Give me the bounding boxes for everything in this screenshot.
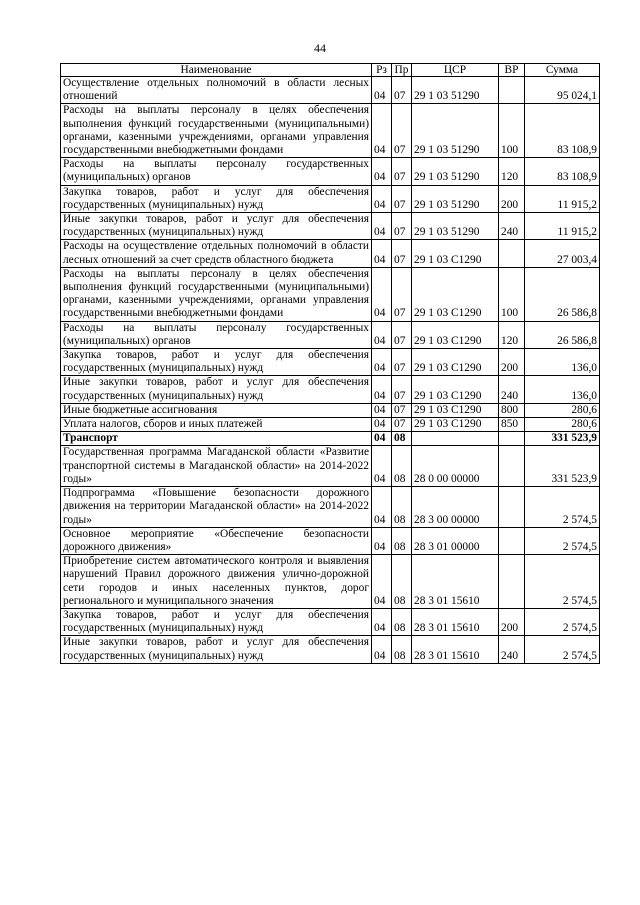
cell-rz: 04 [372, 403, 392, 417]
cell-vr: 240 [499, 636, 525, 663]
cell-rz: 04 [372, 240, 392, 267]
cell-name: Основное мероприятие «Обеспечение безопасности дорожного движения» [61, 527, 372, 554]
cell-pr: 08 [392, 432, 412, 446]
table-row [61, 376, 600, 403]
cell-rz: 04 [372, 104, 392, 158]
table-row [61, 636, 600, 663]
cell-vr [499, 527, 525, 554]
table-row [61, 487, 600, 528]
cell-vr: 100 [499, 267, 525, 321]
table-row [61, 185, 600, 212]
cell-vr: 100 [499, 104, 525, 158]
cell-name: Уплата налогов, сборов и иных платежей [61, 418, 372, 432]
table-row [61, 321, 600, 348]
cell-pr: 08 [392, 636, 412, 663]
cell-vr: 800 [499, 403, 525, 417]
cell-vr: 200 [499, 185, 525, 212]
cell-sum: 2 574,5 [525, 527, 600, 554]
cell-sum: 95 024,1 [525, 77, 600, 104]
cell-rz: 04 [372, 418, 392, 432]
table-body [61, 77, 600, 664]
cell-pr: 07 [392, 321, 412, 348]
table-row [61, 403, 600, 417]
cell-name: Приобретение систем автоматического контроля и выявления нарушений Правил дорожного движения улично-дорожной сети городов и иных населенных пунктов, дорог регионального и муниципального значения [61, 555, 372, 609]
cell-vr: 120 [499, 158, 525, 185]
cell-sum: 27 003,4 [525, 240, 600, 267]
cell-csr: 29 1 03 С1290 [412, 321, 499, 348]
header-pr: Пр [392, 64, 412, 77]
cell-pr: 07 [392, 267, 412, 321]
table-row [61, 213, 600, 240]
cell-name: Расходы на выплаты персоналу государственных (муниципальных) органов [61, 321, 372, 348]
cell-name: Закупка товаров, работ и услуг для обеспечения государственных (муниципальных) нужд [61, 185, 372, 212]
cell-sum: 2 574,5 [525, 608, 600, 635]
cell-rz: 04 [372, 636, 392, 663]
cell-sum: 83 108,9 [525, 158, 600, 185]
cell-csr: 29 1 03 51290 [412, 104, 499, 158]
cell-csr: 29 1 03 С1290 [412, 418, 499, 432]
cell-csr [412, 432, 499, 446]
cell-vr [499, 77, 525, 104]
cell-pr: 08 [392, 608, 412, 635]
table-row [61, 240, 600, 267]
cell-name: Расходы на выплаты персоналу в целях обеспечения выполнения функций государственными (муниципальными) органами, казенными учреждениями, органами управления государственными внебюджетными фондами [61, 104, 372, 158]
cell-sum: 331 523,9 [525, 446, 600, 487]
cell-pr: 07 [392, 418, 412, 432]
cell-sum: 26 586,8 [525, 267, 600, 321]
table-row [61, 158, 600, 185]
cell-csr: 29 1 03 51290 [412, 213, 499, 240]
cell-pr: 08 [392, 555, 412, 609]
cell-rz: 04 [372, 376, 392, 403]
cell-pr: 08 [392, 487, 412, 528]
cell-rz: 04 [372, 608, 392, 635]
cell-pr: 07 [392, 104, 412, 158]
cell-name: Иные бюджетные ассигнования [61, 403, 372, 417]
cell-csr: 28 3 00 00000 [412, 487, 499, 528]
cell-pr: 07 [392, 158, 412, 185]
cell-rz: 04 [372, 487, 392, 528]
cell-vr: 240 [499, 376, 525, 403]
cell-vr [499, 487, 525, 528]
budget-table [60, 63, 600, 664]
cell-sum: 11 915,2 [525, 185, 600, 212]
cell-rz: 04 [372, 321, 392, 348]
cell-csr: 29 1 03 С1290 [412, 349, 499, 376]
cell-vr: 850 [499, 418, 525, 432]
cell-rz: 04 [372, 77, 392, 104]
cell-sum: 26 586,8 [525, 321, 600, 348]
cell-name: Подпрограмма «Повышение безопасности дорожного движения на территории Магаданской области» на 2014-2022 годы» [61, 487, 372, 528]
cell-name: Закупка товаров, работ и услуг для обеспечения государственных (муниципальных) нужд [61, 608, 372, 635]
cell-vr [499, 240, 525, 267]
table-row [61, 608, 600, 635]
cell-sum: 280,6 [525, 418, 600, 432]
cell-name: Транспорт [61, 432, 372, 446]
cell-sum: 83 108,9 [525, 104, 600, 158]
cell-rz: 04 [372, 158, 392, 185]
cell-rz: 04 [372, 446, 392, 487]
table-row [61, 432, 600, 446]
header-name: Наименование [61, 64, 372, 77]
cell-sum: 11 915,2 [525, 213, 600, 240]
cell-csr: 28 0 00 00000 [412, 446, 499, 487]
cell-name: Иные закупки товаров, работ и услуг для обеспечения государственных (муниципальных) нужд [61, 376, 372, 403]
cell-vr: 200 [499, 608, 525, 635]
table-row [61, 446, 600, 487]
header-rz: Рз [372, 64, 392, 77]
cell-name: Осуществление отдельных полномочий в области лесных отношений [61, 77, 372, 104]
cell-sum: 2 574,5 [525, 636, 600, 663]
cell-csr: 29 1 03 51290 [412, 185, 499, 212]
cell-csr: 29 1 03 51290 [412, 158, 499, 185]
cell-rz: 04 [372, 555, 392, 609]
cell-name: Государственная программа Магаданской области «Развитие транспортной системы в Магаданской области» на 2014-2022 годы» [61, 446, 372, 487]
table-row [61, 267, 600, 321]
cell-name: Расходы на выплаты персоналу в целях обеспечения выполнения функций государственными (муниципальными) органами, казенными учреждениями, органами управления государственными внебюджетными фондами [61, 267, 372, 321]
cell-vr: 200 [499, 349, 525, 376]
cell-rz: 04 [372, 267, 392, 321]
cell-pr: 07 [392, 349, 412, 376]
cell-vr [499, 446, 525, 487]
cell-name: Иные закупки товаров, работ и услуг для обеспечения государственных (муниципальных) нужд [61, 636, 372, 663]
cell-sum: 2 574,5 [525, 555, 600, 609]
cell-sum: 2 574,5 [525, 487, 600, 528]
cell-sum: 136,0 [525, 349, 600, 376]
cell-sum: 136,0 [525, 376, 600, 403]
cell-pr: 08 [392, 527, 412, 554]
cell-name: Иные закупки товаров, работ и услуг для обеспечения государственных (муниципальных) нужд [61, 213, 372, 240]
table-header [61, 64, 600, 77]
table-row [61, 418, 600, 432]
cell-csr: 28 3 01 15610 [412, 555, 499, 609]
cell-vr [499, 432, 525, 446]
cell-csr: 28 3 01 00000 [412, 527, 499, 554]
cell-rz: 04 [372, 213, 392, 240]
table-row [61, 527, 600, 554]
cell-csr: 29 1 03 С1290 [412, 376, 499, 403]
header-vr: ВР [499, 64, 525, 77]
header-csr: ЦСР [412, 64, 499, 77]
cell-rz: 04 [372, 432, 392, 446]
cell-pr: 07 [392, 213, 412, 240]
table-row [61, 349, 600, 376]
cell-pr: 07 [392, 403, 412, 417]
cell-vr: 240 [499, 213, 525, 240]
cell-rz: 04 [372, 349, 392, 376]
cell-rz: 04 [372, 527, 392, 554]
table-row [61, 77, 600, 104]
cell-rz: 04 [372, 185, 392, 212]
cell-csr: 29 1 03 С1290 [412, 267, 499, 321]
cell-csr: 28 3 01 15610 [412, 636, 499, 663]
table-row [61, 104, 600, 158]
cell-name: Закупка товаров, работ и услуг для обеспечения государственных (муниципальных) нужд [61, 349, 372, 376]
cell-sum: 331 523,9 [525, 432, 600, 446]
cell-csr: 29 1 03 51290 [412, 77, 499, 104]
header-sum: Сумма [525, 64, 600, 77]
cell-pr: 07 [392, 77, 412, 104]
cell-name: Расходы на осуществление отдельных полномочий в области лесных отношений за счет средств областного бюджета [61, 240, 372, 267]
cell-vr: 120 [499, 321, 525, 348]
cell-vr [499, 555, 525, 609]
cell-sum: 280,6 [525, 403, 600, 417]
cell-csr: 29 1 03 С1290 [412, 240, 499, 267]
cell-pr: 08 [392, 446, 412, 487]
cell-pr: 07 [392, 376, 412, 403]
page-number: 44 [314, 41, 326, 55]
cell-pr: 07 [392, 185, 412, 212]
cell-pr: 07 [392, 240, 412, 267]
table-row [61, 555, 600, 609]
cell-csr: 28 3 01 15610 [412, 608, 499, 635]
cell-name: Расходы на выплаты персоналу государственных (муниципальных) органов [61, 158, 372, 185]
cell-csr: 29 1 03 С1290 [412, 403, 499, 417]
